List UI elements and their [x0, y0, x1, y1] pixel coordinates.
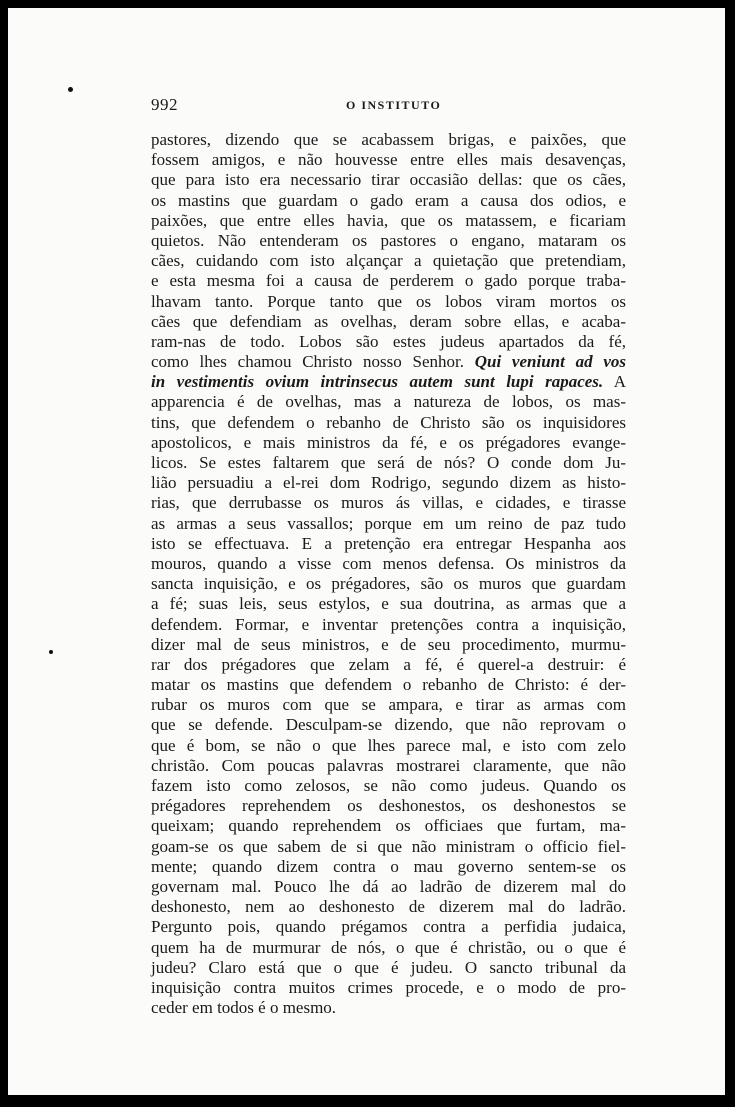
text-line: mouros, quando a visse com menos defensa. Os ministros da — [151, 553, 626, 573]
ink-speck — [68, 87, 73, 92]
text-line: goam-se os que sabem de si que não ministram o officio fiel- — [151, 836, 626, 856]
text-line: christão. Com poucas palavras mostrarei claramente, que não — [151, 755, 626, 775]
text-line: fossem amigos, e não houvesse entre elles mais desavenças, — [151, 150, 626, 170]
latin-quotation: in vestimentis ovium intrinsecus autem sunt lupi rapaces. — [151, 372, 604, 392]
text-line: apostolicos, e mais ministros da fé, e os prégadores evange- — [151, 432, 626, 452]
latin-quotation: Qui veniunt ad vos — [474, 352, 626, 372]
text-line: as armas a seus vassallos; porque em um reino de paz tudo — [151, 513, 626, 533]
text-line: rubar os muros com que se ampara, e tirar as armas com — [151, 695, 626, 715]
text-segment: como lhes chamou Christo nosso Senhor. — [151, 352, 475, 372]
text-line: rar dos prégadores que zelam a fé, é querel-a destruir: é — [151, 654, 626, 674]
text-line: que é bom, se não o que lhes parece mal, e isto com zelo — [151, 735, 626, 755]
page-header — [151, 95, 626, 119]
text-line: isto se effectuava. E a pretenção era entregar Hespanha aos — [151, 533, 626, 553]
text-line: cães que defendiam as ovelhas, deram sobre ellas, e acaba- — [151, 311, 626, 331]
text-line: cães, cuidando com isto alçançar a quietação que pretendiam, — [151, 251, 626, 271]
text-line: governam mal. Pouco lhe dá ao ladrão de dizerem mal do — [151, 876, 626, 896]
text-line: licos. Se estes faltarem que será de nós? O conde dom Ju- — [151, 453, 626, 472]
text-line: paixões, que entre elles havia, que os matassem, e ficariam — [151, 210, 626, 230]
text-line: que para isto era necessario tirar occasião dellas: que os cães, — [151, 170, 626, 190]
text-line: que se defende. Desculpam-se dizendo, que não reprovam o — [151, 715, 626, 735]
page-number: 992 — [151, 95, 178, 114]
text-line — [151, 352, 626, 372]
text-line: deshonesto, nem ao deshonesto de dizerem mal do ladrão. — [151, 897, 626, 917]
text-line: judeu? Claro está que o que é judeu. O sancto tribunal da — [151, 957, 626, 977]
text-line: prégadores reprehendem os deshonestos, os deshonestos se — [151, 796, 626, 816]
scan-border-bottom — [0, 1095, 735, 1107]
text-line: matar os mastins que defendem o rebanho de Christo: é der- — [151, 675, 626, 695]
text-line — [151, 372, 626, 392]
text-line: e esta mesma foi a causa de perderem o gado porque traba- — [151, 271, 626, 291]
text-line: ceder em todos é o mesmo. — [151, 998, 337, 1018]
text-line: lião persuadiu a el-rei dom Rodrigo, segundo dizem as histo- — [151, 473, 626, 493]
text-line: sancta inquisição, e os prégadores, são os muros que guardam — [151, 574, 626, 594]
text-line: apparencia é de ovelhas, mas a natureza de lobos, os mas- — [151, 392, 626, 412]
text-segment: A — [603, 372, 627, 392]
text-line: inquisição contra muitos crimes procede, e o modo de pro- — [151, 977, 626, 997]
scan-border-top — [0, 0, 735, 8]
text-line: dizer mal de seus ministros, e de seu procedimento, murmu- — [151, 634, 626, 654]
scan-border-left — [0, 0, 8, 1107]
running-head: O INSTITUTO — [346, 98, 442, 112]
text-line: Pergunto pois, quando prégamos contra a perfidia judaica, — [151, 917, 626, 937]
text-line: fazem isto como zelosos, se não como judeus. Quando os — [151, 776, 626, 795]
text-line: queixam; quando reprehendem os officiaes que furtam, ma- — [151, 816, 626, 836]
text-line: os mastins que guardam o gado eram a causa dos odios, e — [151, 190, 626, 210]
text-line: quietos. Não entenderam os pastores o engano, mataram os — [151, 230, 626, 250]
text-line: ram-nas de todo. Lobos são estes judeus apartados da fé, — [151, 331, 626, 351]
text-line: a fé; suas leis, seus estylos, e sua doutrina, as armas que a — [151, 594, 626, 614]
text-line: quem ha de murmurar de nós, o que é christão, ou o que é — [151, 937, 626, 957]
text-line: tins, que defendem o rebanho de Christo são os inquisidores — [151, 412, 626, 432]
ink-speck — [49, 650, 53, 654]
text-line: lhavam tanto. Porque tanto que os lobos viram mortos os — [151, 291, 626, 311]
text-line: rias, que derrubasse os muros ás villas, e cidades, e tirasse — [151, 493, 626, 513]
text-line: pastores, dizendo que se acabassem brigas, e paixões, que — [151, 130, 626, 149]
scan-border-right — [725, 0, 735, 1107]
body-text — [151, 130, 626, 1018]
text-line: defendem. Formar, e inventar pretenções contra a inquisição, — [151, 614, 626, 634]
text-line: mente; quando dizem contra o mau governo sentem-se os — [151, 856, 626, 876]
